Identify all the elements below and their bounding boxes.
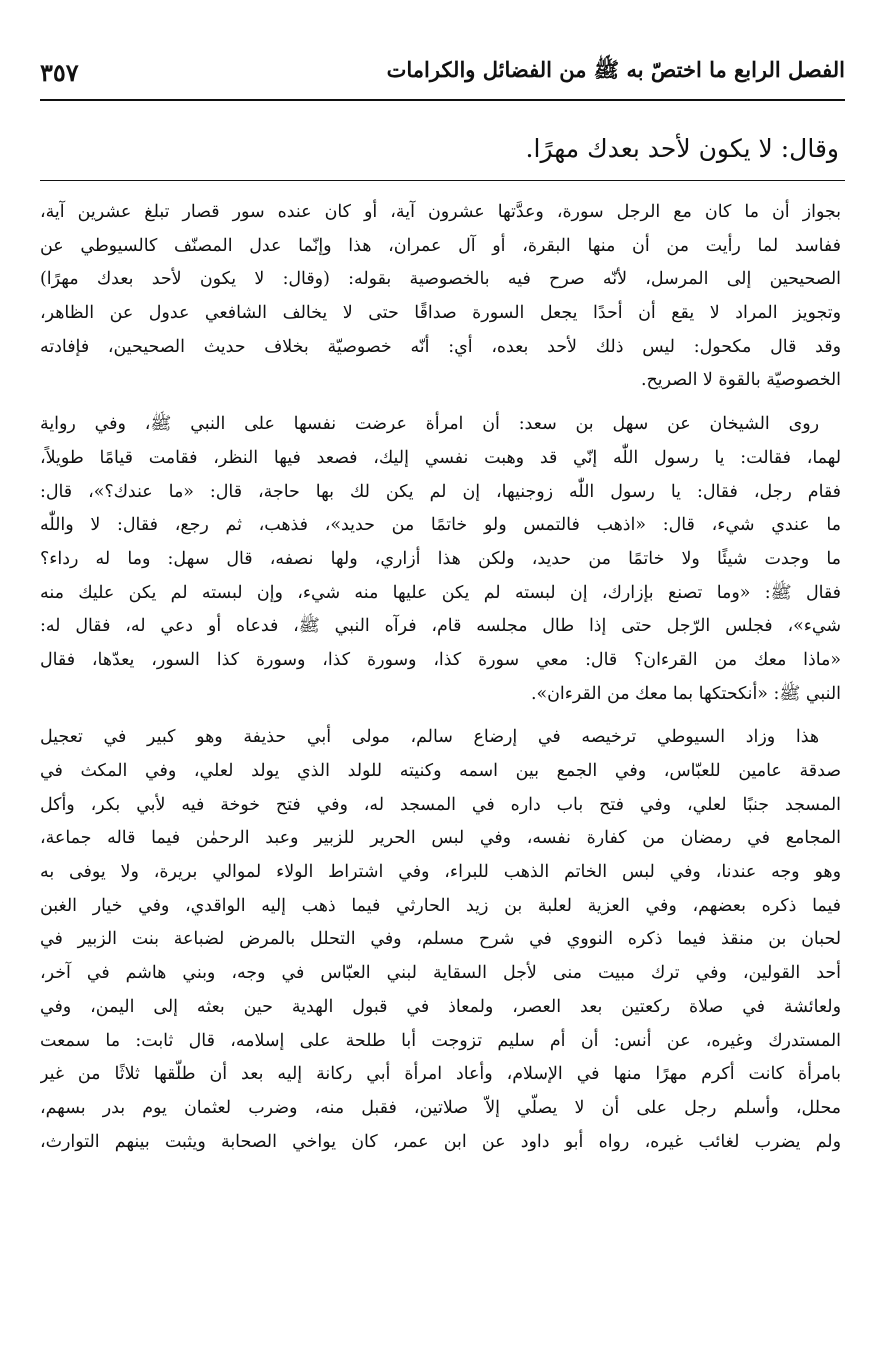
text-line: «ماذا معك من القرءان؟ قال: معي سورة كذا، وسورة كذا، وسورة كذا السور، يعدّها، فقال [40,649,841,670]
text-line: لحبان بن منقذ فيما ذكره النووي في شرح مسلم، وفي التحلل بالمرض لضباعة بنت الزبير في [40,929,841,950]
text-line: المستدرك وغيره، عن أنس: أن أم سليم تزوجت أبا طلحة على إسلامه، قال ثابت: ما سمعت [40,1030,841,1051]
commentary-paragraph [40,721,841,1159]
text-line: لهما، فقالت: يا رسول اللّٰه إنّي قد وهبت نفسي إليك، فصعد فيها النظر، فقامت قيامًا طويلاً، [40,447,841,468]
text-line: محلل، وأسلم رجل على أن لا يصلّي إلاّ صلاتين، فقبل منه، وضرب لعثمان يوم بدر بسهم، [40,1097,841,1118]
header-divider [40,99,845,101]
text-line: الخصوصيّة بالقوة لا الصريح. [641,370,841,391]
text-line: بامرأة كانت أكرم مهرًا منها في الإسلام، وأعاد امرأة أبي ركانة إليه بعد أن طلّقها ثلاثًا من غير [40,1064,841,1085]
text-line: المجامع في رمضان من كفارة نفسه، وفي لبس الحرير للزبير وعبد الرحمٰن فيما قاله جماعة، [40,828,841,849]
text-line: روى الشيخان عن سهل بن سعد: أن امرأة عرضت نفسها على النبي ﷺ، وفي رواية [40,414,819,435]
text-line: المسجد جنبًا لعلي، وفي فتح باب داره في المسجد له، وفي فتح خوخة فيه لأبي بكر، وأكل [40,794,841,815]
commentary-paragraph [40,408,841,711]
text-line: ما عندي شيء، قال: «اذهب فالتمس ولو خاتمًا من حديد»، فذهب، ثم رجع، فقال: لا واللّٰه [40,515,841,536]
text-line: ففاسد لما رأيت من أن منها البقرة، أو آل عمران، هذا وإنّما عدل المصنّف كالسيوطي عن [40,235,841,256]
text-line: الصحيحين إلى المرسل، لأنّه صرح فيه بالخصوصية بقوله: (وقال: لا يكون لأحد بعدك مهرًا) [40,269,841,290]
matn-divider [40,180,845,181]
text-line: فقال ﷺ: «وما تصنع بإزارك، إن لبسته لم يكن عليها منه شيء، وإن لبسته لم يكن عليك منه [40,582,841,603]
running-header [40,50,845,94]
text-line: صدقة عامين للعبّاس، وفي الجمع بين اسمه وكنيته للولد الذي يولد لعلي، وفي المكث في [40,761,841,781]
text-line: فقام رجل، فقال: يا رسول اللّٰه زوجنيها، إن لم يكن لك بها حاجة، قال: «ما عندك؟»، قال: [40,481,841,502]
commentary-paragraph [40,196,841,398]
text-line: وهو وجه عندنا، وفي لبس الخاتم الذهب للبراء، وفي اشتراط الولاء لموالي بريرة، ولا يوفى به [40,862,841,883]
text-line: ولم يضرب لغائب غيره، رواه أبو داود عن ابن عمر، كان يواخي الصحابة ويثبت بينهم التوارث، [40,1131,841,1152]
page-number: ٣٥٧ [40,57,79,87]
text-line: أحد القولين، وفي ترك مبيت منى لأجل السقاية لبني العبّاس في وجه، وبني هاشم في آخر، [40,963,841,984]
text-line: ولعائشة في صلاة ركعتين بعد العصر، ولمعاذ في قبول الهدية حين بعثه إلى اليمن، وفي [40,996,841,1017]
text-line: وتجويز المراد لا يقع أن أحدًا يجعل السورة صداقًا حتى لا يخالف الشافعي عدول عن الظاهر، [40,303,841,324]
text-line: بجواز أن ما كان مع الرجل سورة، وعدَّتها عشرون آية، أو كان عنده سور قصار تبلغ عشرين آية، [40,202,841,222]
text-line: ما وجدت شيئًا ولا خاتمًا من حديد، ولكن هذا أزاري، ولها نصفه، قال سهل: وما له رداء؟ [40,548,841,569]
chapter-title: الفصل الرابع ما اختصّ به ﷺ من الفضائل والكرامات [386,56,845,82]
text-line: شيء»، فجلس الرّجل حتى إذا طال مجلسه قام، فرآه النبي ﷺ، فدعاه أو دعي له، فقال له: [40,616,841,637]
text-line: وقد قال مكحول: ليس ذلك لأحد بعده، أي: أنّه خصوصيّة بخلاف حديث الصحيحين، فإفادته [40,336,841,357]
text-line: فيما ذكره بعضهم، وفي العزية لعلبة بن زيد الحارثي فيما ذهب إليه الواقدي، وفي خيار الغبن [40,895,841,916]
commentary-body [40,196,841,1169]
text-line: النبي ﷺ: «أنكحتكها بما معك من القرءان». [530,683,841,704]
text-line: هذا وزاد السيوطي ترخيصه في إرضاع سالم، مولى أبي حذيفة وهو كبير في تعجيل [40,727,819,748]
matn-text: وقال: لا يكون لأحد بعدك مهرًا. [525,134,839,163]
